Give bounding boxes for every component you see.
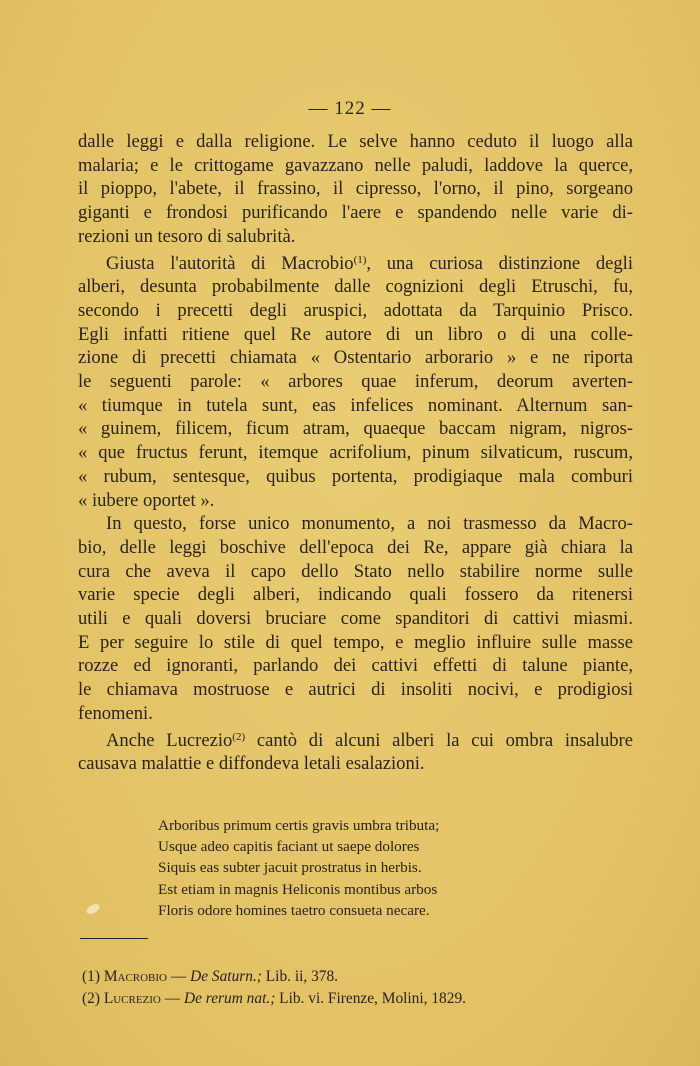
text-line: varie specie degli alberi, indicando quali fossero da ritenersi xyxy=(78,584,633,606)
text-line: malaria; e le crittogame gavazzano nelle paludi, laddove la querce, xyxy=(78,154,633,176)
text-line: rozze ed ignoranti, parlando dei cattivi effetti di talune piante, xyxy=(78,655,633,677)
footnote-1 xyxy=(82,966,642,988)
footnote-detail: Lib. vi. Firenze, Molini, 1829. xyxy=(275,989,466,1007)
footnote-number: (1) xyxy=(82,968,100,985)
page-number: — 122 — xyxy=(308,98,392,119)
text-line: il pioppo, l'abete, il frassino, il cipresso, l'orno, il pino, sorgeano xyxy=(78,178,633,200)
verse-line: Est etiam in magnis Heliconis montibus arbos xyxy=(158,880,438,898)
text-line: giganti e frondosi purificando l'aere e spandendo nelle varie di- xyxy=(78,202,633,224)
footnote-separator: — xyxy=(167,968,191,985)
text-line: alberi, desunta probabilmente dalle cognizioni degli Etruschi, fu, xyxy=(78,276,633,298)
text-line: utili e quali doversi bruciare come spanditori di cattivi miasmi. xyxy=(78,608,633,630)
paper-stain xyxy=(85,902,101,916)
text-fragment: Anche Lucrezio xyxy=(106,729,233,751)
body-text xyxy=(78,130,633,776)
text-line: causava malattie e diffondeva letali esalazioni. xyxy=(78,753,425,775)
text-line xyxy=(78,249,633,276)
text-line: « iubere oportet ». xyxy=(78,489,215,511)
footnote-separator: — xyxy=(160,989,184,1007)
footnote-detail: Lib. ii, 378. xyxy=(261,968,339,985)
footnote-number: (2) xyxy=(82,989,100,1007)
text-line: « tiumque in tutela sunt, eas infelices nominant. Alternum san- xyxy=(78,394,633,416)
text-line: cura che aveva il capo dello Stato nello stabilire norme sulle xyxy=(78,560,633,582)
text-fragment: , una curiosa distinzione degli xyxy=(366,252,633,274)
text-line: le chiamava mostruose e autrici di insoliti nocivi, e prodigiosi xyxy=(78,679,633,701)
footnote-author: Macrobio xyxy=(103,968,168,985)
footnotes xyxy=(82,966,642,1009)
text-line: « guinem, filicem, ficum atram, quaeque baccam nigram, nigros- xyxy=(78,418,633,440)
text-fragment: cantò di alcuni alberi la cui ombra insalubre xyxy=(245,729,633,751)
text-line: Egli infatti ritiene quel Re autore di un libro o di una colle- xyxy=(78,323,633,345)
footnote-ref-1: (1) xyxy=(353,253,367,266)
text-line: fenomeni. xyxy=(78,702,153,724)
latin-quotation xyxy=(158,815,578,921)
verse-line: Usque adeo capitis faciant ut saepe dolores xyxy=(158,838,420,856)
text-line xyxy=(78,726,633,753)
text-line: le seguenti parole: « arbores quae inferum, deorum averten- xyxy=(78,371,633,393)
text-line: E per seguire lo stile di quel tempo, e meglio influire sulle masse xyxy=(78,631,633,653)
footnote-2 xyxy=(82,988,642,1010)
footnote-title: De rerum nat.; xyxy=(183,989,276,1007)
footnote-author: Lucrezio xyxy=(103,989,161,1007)
text-line: « que fructus ferunt, itemque acrifolium, pinum silvaticum, ruscum, xyxy=(78,442,633,464)
text-line: secondo i precetti degli aruspici, adottata da Tarquinio Prisco. xyxy=(78,299,633,321)
footnote-divider xyxy=(80,938,148,939)
text-line: bio, delle leggi boschive dell'epoca dei Re, appare già chiara la xyxy=(78,536,633,558)
text-line: rezioni un tesoro di salubrità. xyxy=(78,225,296,247)
text-line: « rubum, sentesque, quibus portenta, prodigiaque mala comburi xyxy=(78,465,633,487)
footnote-ref-2: (2) xyxy=(232,730,246,743)
text-fragment: Giusta l'autorità di Macrobio xyxy=(106,252,354,274)
text-line: zione di precetti chiamata « Ostentario arborario » e ne riporta xyxy=(78,347,633,369)
verse-line: Floris odore homines taetro consueta necare. xyxy=(158,901,430,919)
text-line: dalle leggi e dalla religione. Le selve hanno ceduto il luogo alla xyxy=(78,131,633,152)
text-line: In questo, forse unico monumento, a noi trasmesso da Macro- xyxy=(106,513,633,535)
verse-line: Arboribus primum certis gravis umbra tributa; xyxy=(158,817,440,834)
footnote-title: De Saturn.; xyxy=(190,968,262,985)
verse-line: Siquis eas subter jacuit prostratus in herbis. xyxy=(158,859,422,877)
